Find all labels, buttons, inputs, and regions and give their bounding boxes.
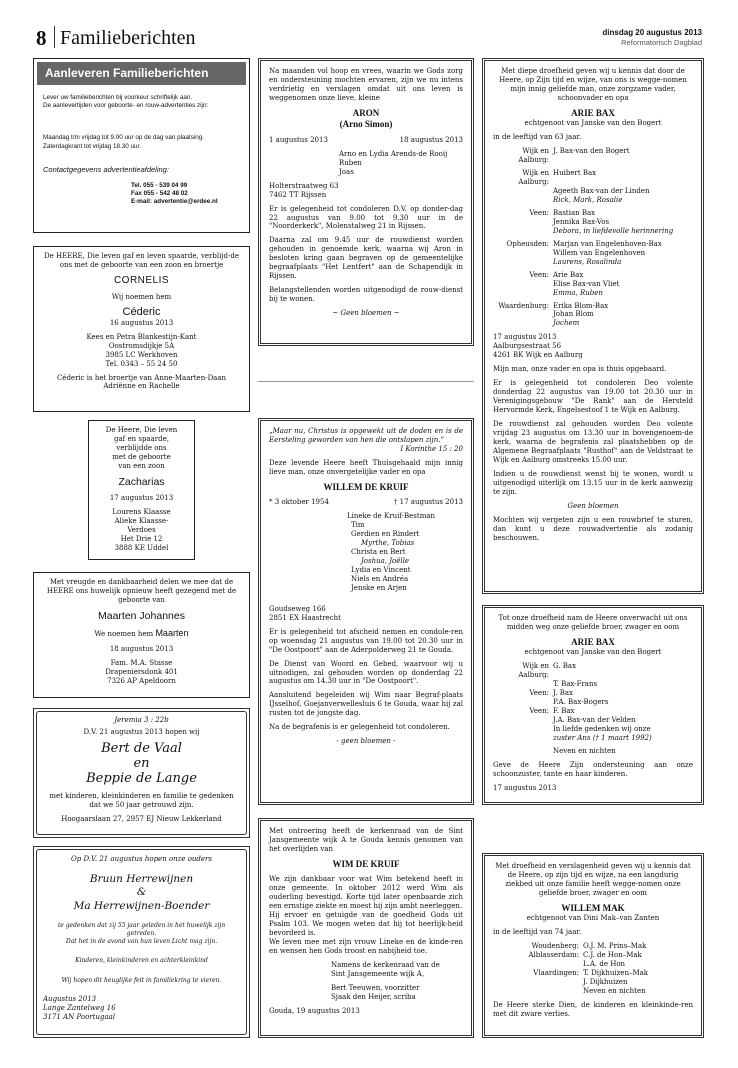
zacharias-name: Zacharias bbox=[118, 475, 165, 488]
family-row bbox=[493, 258, 693, 267]
family-row-name: Neven en nichten bbox=[553, 746, 616, 755]
willem-p4: Na de begrafenis is er gelegenheid tot condoleren. bbox=[269, 723, 450, 732]
mak-name: WILLEM MAK bbox=[561, 902, 625, 913]
arie1-spouse: echtgenoot van Janske van den Bogert bbox=[524, 119, 662, 128]
arie1-flowers: Geen bloemen bbox=[567, 501, 619, 510]
family-row-name: C.J. de Hon–Mak bbox=[583, 951, 642, 960]
family-row-place: Veen: bbox=[529, 707, 549, 716]
family-row-name: Willem van Engelenhoven bbox=[553, 248, 646, 257]
family-row-name: Debora, in liefdevolle herinnering bbox=[553, 226, 674, 235]
wim-p3: We leven mee met zijn vrouw Lineke en de kinde-ren en wensen hen Gods troost en nabijheid toe. bbox=[269, 938, 463, 955]
ad-bert-de-vaal bbox=[33, 708, 250, 838]
arie1-city: 4261 BK Wijk en Aalburg bbox=[493, 351, 583, 360]
bert-address: Hoogaarslaan 27, 2957 EJ Nieuw Lekkerland bbox=[61, 814, 222, 823]
arie1-p3: Indien u de rouwdienst wenst bij te wonen, wordt u uitgenodigd uiterlijk om 13.15 uur in de kerk aanwezig te zijn. bbox=[493, 469, 693, 496]
ad-arie-bax-family bbox=[482, 605, 704, 805]
bruun-text-1: te gedenken dat zij 55 jaar geleden in het huwelijk zijn getreden. bbox=[57, 922, 226, 937]
ad-arie-bax bbox=[482, 58, 704, 594]
bruun-city: 3171 AN Poortugaal bbox=[43, 1012, 116, 1021]
wim-name: WIM DE KRUIF bbox=[332, 858, 400, 869]
wim-p1: We zijn dankbaar voor wat Wim betekend heeft in onze gemeente. In oktober 2012 werd Wim als ouderling bevestigd. Korte tijd later openbaarde zich een ernstige ziekte en moest hij zijn ambt neerleggen. bbox=[269, 875, 463, 911]
ad-cornelis bbox=[33, 246, 250, 412]
zacharias-line-2: gaf en spaarde, bbox=[114, 434, 169, 443]
cornelis-date: 16 augustus 2013 bbox=[109, 318, 174, 327]
arie2-date: 17 augustus 2013 bbox=[493, 783, 557, 792]
header-date: dinsdag 20 augustus 2013 bbox=[602, 28, 702, 37]
family-row-place bbox=[493, 187, 553, 196]
family-row-name: Rick, Mark, Rosalie bbox=[553, 196, 623, 204]
ad-maarten bbox=[33, 572, 250, 698]
arie2-intro: Tot onze droefheid nam de Heere onverwacht uit ons midden weg onze geliefde broer, zwager en oom bbox=[498, 614, 688, 631]
bruun-text-2: Dat het in de avond van hun leven Licht mag zijn. bbox=[65, 937, 218, 945]
wim-sign-4: Sjaak den Heijer, scriba bbox=[331, 992, 416, 1001]
family-row-name: G. Bax bbox=[553, 662, 577, 671]
family-row-place bbox=[493, 680, 553, 689]
cornelis-name: CORNELIS bbox=[113, 274, 170, 286]
family-row bbox=[493, 680, 693, 689]
family-row bbox=[493, 662, 693, 680]
family-row-place bbox=[493, 698, 553, 707]
family-row-name: T. Dijkhuizen–Mak bbox=[583, 969, 649, 978]
family-row-name: J. Dijkhuizen bbox=[583, 978, 628, 987]
aron-name: ARON bbox=[352, 107, 380, 118]
contact-fax: Fax 055 - 542 48 02 bbox=[131, 190, 188, 198]
willem-family-member: Gerdien en Rindert bbox=[351, 530, 420, 539]
family-row-name: Emma, Ruben bbox=[553, 288, 603, 297]
arie1-street: Aalburgsestraat 56 bbox=[493, 342, 562, 351]
wim-sign-3: Bert Teeuwen, voorzitter bbox=[331, 983, 420, 992]
willem-p1: Er is gelegenheid tot afscheid nemen en condole-ren op woensdag 21 augustus van 19.00 tot 20.30 uur in "De Oostpoort" aan de Aderpolderweg 21 te Gouda. bbox=[269, 627, 463, 654]
aron-family-2: Ruben bbox=[339, 158, 362, 167]
family-row-place bbox=[493, 310, 553, 319]
aron-family-1: Arno en Lydia Arends-de Rooij bbox=[339, 149, 448, 158]
cornelis-call-name: Céderic bbox=[122, 305, 161, 318]
family-row-place bbox=[493, 227, 553, 236]
family-row-place bbox=[493, 289, 553, 298]
bert-name-2: Beppie de Lange bbox=[86, 770, 197, 786]
family-row-place: Veen: bbox=[529, 689, 549, 698]
family-row-place: Veen: bbox=[529, 208, 549, 217]
family-row bbox=[493, 289, 693, 298]
family-row-place bbox=[493, 978, 583, 987]
family-row-name: L.A. de Hon bbox=[583, 960, 626, 969]
contact-label: Contactgegevens advertentieafdeling: bbox=[43, 164, 169, 174]
bert-name-1: Bert de Vaal bbox=[101, 740, 182, 756]
wim-intro: Met ontroering heeft de kerkenraad van de Sint Jansgemeente wijk A te Gouda kennis genomen van het overlijden van bbox=[269, 827, 463, 853]
family-row bbox=[493, 147, 693, 165]
bert-verse: Jeremia 3 : 22b bbox=[114, 716, 169, 724]
family-row bbox=[493, 960, 693, 969]
family-row-name: Erika Blom-Bax bbox=[553, 301, 609, 310]
zacharias-line-1: De Heere, Die leven bbox=[105, 426, 178, 434]
maarten-we-name: We noemen hem bbox=[94, 630, 154, 639]
aron-intro: Na maanden vol hoop en vrees, waarin we Gods zorg en ondersteuning mochten ervaren, zijn we nu intens verdrietig en verslagen omdat uit ons leven is weggenomen onze lieve, kleine bbox=[269, 67, 463, 102]
willem-family-member: Joshua, Joëlle bbox=[361, 557, 410, 565]
maarten-street: Drapeniersdonk 401 bbox=[105, 667, 178, 676]
wim-sign-1: Namens de kerkenraad van de bbox=[331, 960, 440, 969]
bert-intro: D.V. 21 augustus 2013 hopen wij bbox=[83, 727, 200, 736]
wim-place: Gouda, 19 augustus 2013 bbox=[269, 1006, 360, 1015]
family-row bbox=[493, 218, 693, 227]
contact-tel: Tel. 055 - 539 04 99 bbox=[131, 182, 188, 190]
ad-wim-de-kruif bbox=[258, 818, 474, 1038]
willem-family-member: Myrthe, Tobias bbox=[361, 539, 415, 548]
cornelis-tel: Tel. 0343 – 55 24 50 bbox=[105, 359, 178, 368]
cornelis-city: 3985 LC Werkhoven bbox=[105, 350, 178, 359]
arie1-date: 17 augustus 2013 bbox=[493, 333, 557, 342]
willem-family-member: Niels en Andréa bbox=[351, 574, 409, 583]
mak-family-list bbox=[493, 942, 693, 996]
willem-born: * 3 oktober 1954 bbox=[269, 498, 329, 507]
willem-street: Goudseweg 166 bbox=[269, 604, 326, 613]
family-row-place bbox=[493, 196, 553, 205]
cornelis-intro: De HEERE, Die leven gaf en leven spaarde, verblijd-de ons met de geboorte van een zoon en broertje bbox=[43, 252, 239, 269]
ad-willem-de-kruif bbox=[258, 418, 474, 805]
family-row-place bbox=[493, 747, 553, 756]
family-row-name: J.A. Bax-van der Velden bbox=[553, 716, 636, 725]
family-row bbox=[493, 310, 693, 319]
ad-bruun-herrewijnen bbox=[33, 846, 250, 1038]
family-row bbox=[493, 951, 693, 960]
family-row-name: Johan Blom bbox=[553, 310, 594, 319]
info-title: Aanleveren Familieberichten bbox=[37, 62, 246, 85]
arie1-thanks: Mijn man, onze vader en opa is thuis opgebaard. bbox=[493, 365, 667, 374]
zacharias-line-5: van een zoon bbox=[118, 461, 165, 470]
family-row bbox=[493, 319, 693, 328]
bert-en: en bbox=[133, 755, 150, 771]
willem-family-member: Jenske en Arjen bbox=[351, 583, 407, 592]
header-paper: Reformatorisch Dagblad bbox=[621, 38, 702, 47]
maarten-family: Fam. M.A. Stasse bbox=[110, 658, 173, 667]
willem-p3: Aansluitend begeleiden wij Wim naar Begraf-plaats IJsselhof, Goejanverwellesluis 6 te Gouda, waar hij zal rusten tot de jongste dag. bbox=[269, 691, 463, 718]
family-row-place: Alblasserdam: bbox=[528, 951, 579, 960]
zacharias-date: 17 augustus 2013 bbox=[109, 494, 174, 503]
family-row-name: Elise Bax-van Vliet bbox=[553, 279, 620, 288]
aron-p3: Belangstellenden worden uitgenodigd de rouw-dienst bij te wonen. bbox=[269, 286, 463, 304]
arie1-p4: Mochten wij vergeten zijn u een rouwbrief te sturen, dan kunt u deze rouwadvertentie als zodanig beschouwen. bbox=[493, 515, 693, 542]
bruun-amp: & bbox=[136, 886, 147, 899]
bruun-family: Kinderen, kleinkinderen en achterkleinkind bbox=[75, 957, 208, 965]
family-row bbox=[493, 169, 693, 187]
family-row-name: F. Bax bbox=[553, 707, 575, 716]
aron-alias: (Arno Simon) bbox=[339, 119, 393, 130]
zacharias-family-3: Verdoes bbox=[127, 526, 156, 535]
cornelis-street: Oostromsdijkje 5A bbox=[108, 341, 175, 350]
wim-p2: Hij ervoer en getuigde van de goedheid Gods uit Psalm 103. We mogen weten dat hij tot heerlijk-heid bevorderd is. bbox=[269, 911, 463, 938]
info-line-4: Zaterdagkrant tot vrijdag 18.30 uur. bbox=[43, 142, 142, 150]
family-row bbox=[493, 187, 693, 196]
willem-city: 2851 EX Haastrecht bbox=[269, 613, 341, 622]
family-row bbox=[493, 707, 693, 716]
family-row bbox=[493, 987, 693, 996]
family-row bbox=[493, 725, 693, 734]
bert-text: met kinderen, kleinkinderen en familie te gedenken dat we 50 jaar getrouwd zijn. bbox=[49, 791, 234, 809]
family-row-name: Neven en nichten bbox=[583, 987, 646, 995]
family-row-name: J. Bax bbox=[553, 689, 573, 698]
bruun-name-1: Bruun Herrewijnen bbox=[89, 872, 194, 885]
willem-ref: I Korinthe 15 : 20 bbox=[400, 444, 463, 453]
family-row bbox=[493, 734, 693, 743]
wim-sign-2: Sint Jansgemeente wijk A, bbox=[331, 969, 425, 978]
info-line-2: De aanlevertijden voor geboorte- en rouw-advertenties zijn: bbox=[43, 102, 209, 110]
willem-flowers: - geen bloemen - bbox=[336, 737, 396, 746]
family-row bbox=[493, 698, 693, 707]
zacharias-family-2: Alieke Klaasse- bbox=[114, 517, 169, 526]
willem-family-list bbox=[269, 512, 463, 593]
maarten-call-name: Maarten bbox=[155, 628, 189, 639]
family-row-name: Jennika Bax-Vos bbox=[553, 217, 610, 226]
willem-intro: Deze levende Heere heeft Thuisgehaald mijn innig lieve man, onze onvergetelijke vader en opa bbox=[269, 458, 463, 476]
willem-family-member: Christa en Bert bbox=[351, 548, 406, 557]
mak-spouse: echtgenoot van Dini Mak–van Zanten bbox=[526, 914, 660, 923]
family-row-place: Vlaardingen: bbox=[533, 969, 579, 978]
cornelis-family: Kees en Petra Blankestijn-Kant bbox=[86, 332, 197, 341]
ad-aron bbox=[258, 58, 474, 346]
family-row-name: Jochem bbox=[553, 319, 580, 328]
maarten-date: 18 augustus 2013 bbox=[109, 644, 174, 653]
page-number: 8 bbox=[36, 26, 47, 50]
arie1-p1: Er is gelegenheid tot condoleren Deo volente donderdag 22 augustus van 19.00 tot 20.30 uur in Verenigingsgebouw "De Rank" aan de Hersteld Hervormde Kerk, Engelsestoof 1 te Wijk en Aalburg. bbox=[493, 379, 693, 415]
family-row bbox=[493, 249, 693, 258]
willem-p2: De Dienst van Woord en Gebed, waarvoor wij u uitnodigen, zal gehouden worden op donderdag 22 augustus om 14.30 uur in "De Oostpoort". bbox=[269, 659, 463, 686]
contact-email: E-mail: advertentie@erdee.nl bbox=[131, 198, 218, 206]
aron-born: 1 augustus 2013 bbox=[269, 135, 328, 144]
info-box bbox=[33, 58, 250, 233]
family-row-place bbox=[493, 725, 553, 734]
aron-street: Holterstraatweg 63 bbox=[269, 181, 339, 190]
family-row-place bbox=[493, 734, 553, 743]
aron-family-3: Joas bbox=[339, 167, 354, 176]
willem-family-member: Lydia en Vincent bbox=[351, 565, 411, 574]
ad-willem-mak bbox=[482, 853, 704, 1038]
willem-verse: „Maar nu, Christus is opgewekt uit de doden en is de Eersteling geworden van hen die ontslapen zijn.” bbox=[269, 427, 463, 444]
family-row bbox=[493, 942, 693, 951]
page-header bbox=[36, 22, 702, 50]
family-row-name: O.J. M. Prins–Mak bbox=[583, 942, 647, 951]
arie1-family-list bbox=[493, 147, 693, 328]
family-row-name: Ageeth Bax-van der Linden bbox=[553, 187, 650, 196]
maarten-intro: Met vreugde en dankbaarheid delen we mee dat de HEERE ons huwelijk opnieuw heeft gezegend met de geboorte van bbox=[46, 578, 237, 604]
family-row-place bbox=[493, 249, 553, 258]
aron-p1: Er is gelegenheid tot condoleren D.V. op donder-dag 22 augustus van 9.00 tot 9.30 uur in de "Noorderkerk", Molenstalweg 21 in Rijssen. bbox=[269, 204, 463, 231]
family-row-place: Opheusden: bbox=[506, 239, 549, 248]
family-row-place: Waardenburg: bbox=[498, 301, 549, 310]
zacharias-family-5: 3888 KE Uddel bbox=[114, 543, 169, 552]
arie1-p2: De rouwdienst zal gehouden worden Deo volente vrijdag 23 augustus om 13.30 uur in bovengenoem-de kerk, waarna de begrafenis zal plaatshebben op de Algemene Begraafplaats "Rusthof" aan de Veldstraat te Wijk en Aalburg omstreeks 15.00 uur. bbox=[493, 420, 693, 464]
family-row bbox=[493, 969, 693, 978]
arie2-text: Geve de Heere Zijn ondersteuning aan onze schoonzuster, tante en haar kinderen. bbox=[493, 760, 693, 778]
cornelis-note: Céderic is het broertje van Anne-Maarten-Daan Adriënne en Rachelle bbox=[56, 373, 227, 391]
family-row bbox=[493, 196, 693, 205]
zacharias-line-4: met de geboorte bbox=[112, 452, 171, 461]
aron-p2: Daarna zal om 9.45 uur de rouwdienst worden gehouden in genoemde kerk, waarna wij Aron in besloten kring gaan begraven op de gemeentelijke begraafplaats "Het Lentfert" aan de Schapendijk in Rijssen. bbox=[269, 236, 463, 281]
willem-died: † 17 augustus 2013 bbox=[393, 498, 463, 507]
arie1-name: ARIE BAX bbox=[571, 107, 615, 118]
family-row bbox=[493, 716, 693, 725]
willem-name: WILLEM DE KRUIF bbox=[323, 481, 409, 492]
willem-family-member: Lineke de Kruif-Bestman bbox=[347, 512, 436, 521]
family-row-name: Marjan van Engelenhoven-Bax bbox=[553, 239, 662, 248]
family-row bbox=[493, 240, 693, 249]
family-row-place bbox=[493, 987, 583, 996]
family-row bbox=[493, 978, 693, 987]
family-row-name: Huibert Bax bbox=[553, 169, 597, 178]
family-row-place: Wijk en Aalburg: bbox=[518, 147, 549, 165]
bruun-date: Augustus 2013 bbox=[43, 994, 97, 1003]
bruun-street: Lange Zantelweg 16 bbox=[43, 1003, 116, 1012]
column-divider-line bbox=[258, 381, 474, 382]
info-line-1: Lever uw familieberichten bij voorkeur schriftelijk aan. bbox=[43, 94, 193, 102]
family-row bbox=[493, 271, 693, 280]
header-divider bbox=[54, 26, 55, 48]
family-row bbox=[493, 227, 693, 236]
family-row-place bbox=[493, 716, 553, 725]
bruun-name-2: Ma Herrewijnen-Boender bbox=[73, 899, 210, 912]
family-row bbox=[493, 280, 693, 289]
family-row-name: Arie Bax bbox=[553, 270, 584, 279]
arie1-age: in de leeftijd van 63 jaar. bbox=[493, 133, 582, 142]
zacharias-family-1: Lourens Klaasse bbox=[112, 508, 171, 517]
family-row-place bbox=[493, 218, 553, 227]
family-row-name: zuster Ans († 1 maart 1992) bbox=[553, 734, 652, 742]
family-row-place bbox=[493, 280, 553, 289]
arie1-intro: Met diepe droefheid geven wij u kennis dat door de Heere, op Zijn tijd en wijze, van ons is wegge-nomen mijn innig geliefde man, onze zorgzame vader, schoonvader en opa bbox=[499, 67, 687, 102]
family-row-place bbox=[493, 960, 583, 969]
aron-city: 7462 TT Rijssen bbox=[269, 190, 327, 199]
arie2-name: ARIE BAX bbox=[571, 636, 615, 647]
bruun-wish: Wij hopen dit heuglijke feit in familiekring te vieren. bbox=[61, 976, 222, 984]
family-row-name: In liefde gedenken wij onze bbox=[553, 725, 651, 734]
mak-age: in de leeftijd van 74 jaar. bbox=[493, 928, 582, 937]
family-row bbox=[493, 209, 693, 218]
cornelis-we-name: Wij noemen hem bbox=[111, 292, 172, 301]
zacharias-family-4: Het Drie 12 bbox=[120, 535, 163, 544]
family-row-name: J. Bax-van den Bogert bbox=[553, 147, 630, 156]
family-row-name: Bastian Bax bbox=[553, 208, 596, 217]
family-row-place bbox=[493, 258, 553, 267]
family-row-place: Veen: bbox=[529, 270, 549, 279]
arie2-family-list bbox=[493, 662, 693, 756]
maarten-city: 7326 AP Apeldoorn bbox=[107, 676, 176, 685]
section-title: Familieberichten bbox=[60, 27, 196, 49]
family-row-place: Woudenberg: bbox=[531, 942, 579, 951]
ad-zacharias bbox=[88, 420, 195, 560]
family-row bbox=[493, 747, 693, 756]
family-row bbox=[493, 302, 693, 311]
family-row-place bbox=[493, 319, 553, 328]
info-line-3: Maandag t/m vrijdag tot 9.00 uur op de dag van plaatsing. bbox=[43, 134, 205, 142]
family-row-name: P.A. Bax-Bogers bbox=[553, 698, 609, 707]
family-row bbox=[493, 689, 693, 698]
aron-flowers: ~ Geen bloemen ~ bbox=[332, 309, 400, 318]
family-row-place: Wijk en Aalburg: bbox=[518, 662, 549, 680]
maarten-name: Maarten Johannes bbox=[98, 609, 185, 622]
bruun-intro: Op D.V. 21 augustus hopen onze ouders bbox=[71, 855, 212, 863]
mak-text: De Heere sterke Dien, de kinderen en kleinkinde-ren met dit zware verlies. bbox=[493, 1000, 693, 1018]
aron-died: 18 augustus 2013 bbox=[399, 135, 463, 144]
family-row-place: Wijk en Aalburg: bbox=[518, 169, 549, 187]
arie2-spouse: echtgenoot van Janske van den Bogert bbox=[524, 648, 662, 657]
zacharias-line-3: verblijdde ons bbox=[116, 443, 167, 452]
willem-family-member: Tim bbox=[351, 521, 365, 530]
family-row-name: Laurens, Rosalinda bbox=[553, 257, 622, 266]
family-row-name: T. Bax-Frans bbox=[553, 680, 598, 689]
mak-intro: Met droefheid en verslagenheid geven wij u kennis dat de Heere, op zijn tijd en wijze, na een langdurig ziekbed uit onze familie heeft wegge-nomen onze geliefde broer, zwager en oom bbox=[495, 862, 691, 897]
